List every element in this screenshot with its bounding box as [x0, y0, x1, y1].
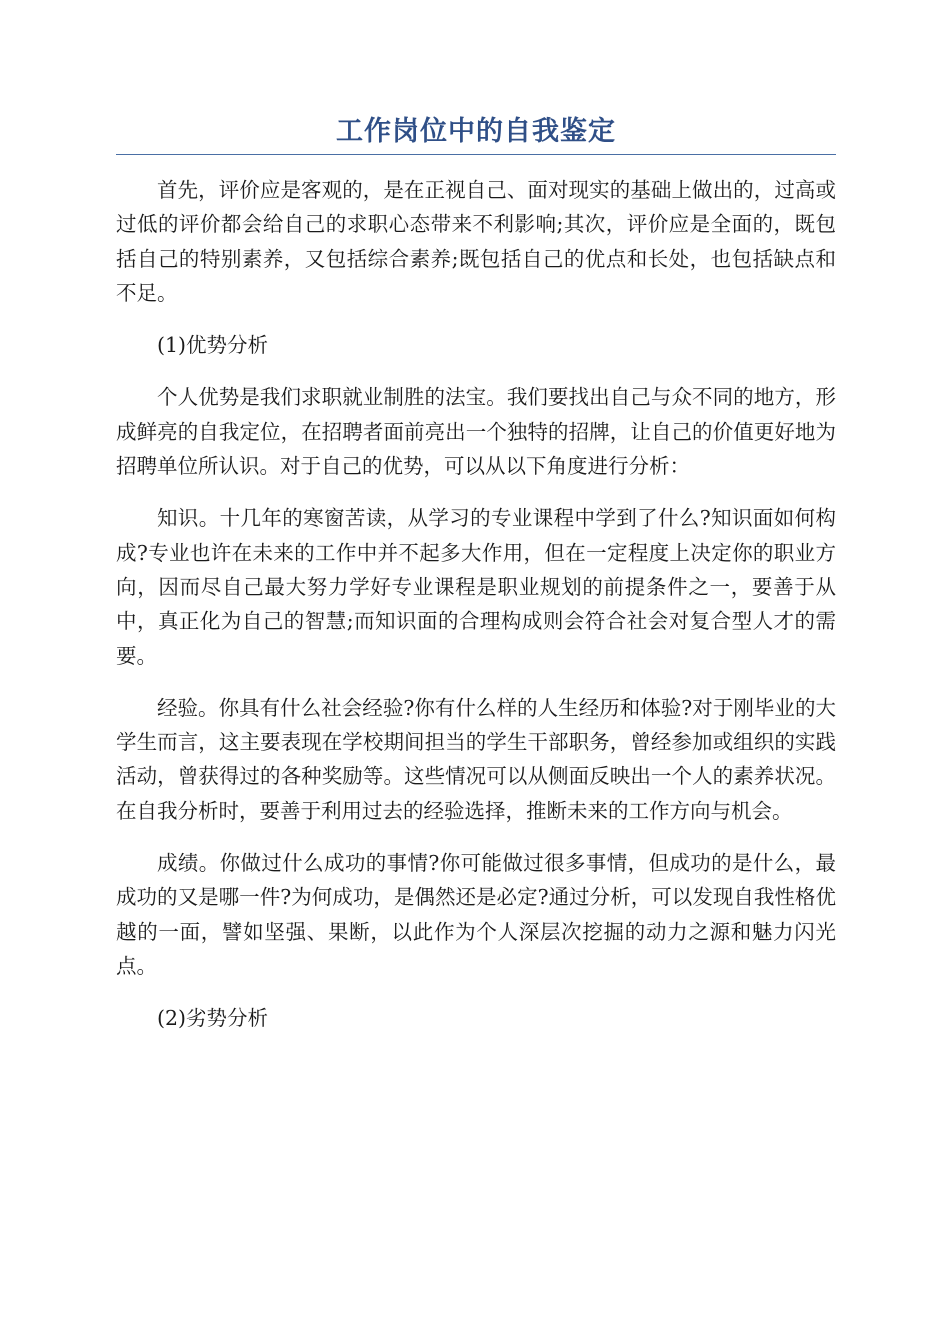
paragraph-intro: 首先，评价应是客观的，是在正视自己、面对现实的基础上做出的，过高或过低的评价都会给自己的求职心态带来不利影响;其次，评价应是全面的，既包括自己的特别素养，又包括综合素养;既包括自己的优点和长处，也包括缺点和不足。: [116, 178, 836, 305]
paragraph-experience: 经验。你具有什么社会经验?你有什么样的人生经历和体验?对于刚毕业的大学生而言，这主要表现在学校期间担当的学生干部职务，曾经参加或组织的实践活动，曾获得过的各种奖励等。这些情况可以从侧面反映出一个人的素养状况。在自我分析时，要善于利用过去的经验选择，推断未来的工作方向与机会。: [116, 695, 836, 823]
title-underline: [116, 154, 836, 155]
paragraph-knowledge: 知识。十几年的寒窗苦读，从学习的专业课程中学到了什么?知识面如何构成?专业也许在未来的工作中并不起多大作用，但在一定程度上决定你的职业方向，因而尽自己最大努力学好专业课程是职业规划的前提条件之一，要善于从中，真正化为自己的智慧;而知识面的合理构成则会符合社会对复合型人才的需要。: [116, 506, 836, 668]
document-title: 工作岗位中的自我鉴定: [336, 116, 616, 147]
document-page: [116, 112, 836, 1054]
heading-weaknesses: (2)劣势分析: [157, 1006, 269, 1031]
paragraph-strengths: 个人优势是我们求职就业制胜的法宝。我们要找出自己与众不同的地方，形成鲜亮的自我定位，在招聘者面前亮出一个独特的招牌，让自己的价值更好地为招聘单位所认识。对于自己的优势，可以从以下角度进行分析：: [116, 385, 836, 479]
document-body: [116, 173, 836, 1036]
heading-strengths: (1)优势分析: [157, 333, 269, 358]
paragraph-achievements: 成绩。你做过什么成功的事情?你可能做过很多事情，但成功的是什么，最成功的又是哪一件?为何成功，是偶然还是必定?通过分析，可以发现自我性格优越的一面，譬如坚强、果断，以此作为个人深层次挖掘的动力之源和魅力闪光点。: [116, 851, 836, 978]
